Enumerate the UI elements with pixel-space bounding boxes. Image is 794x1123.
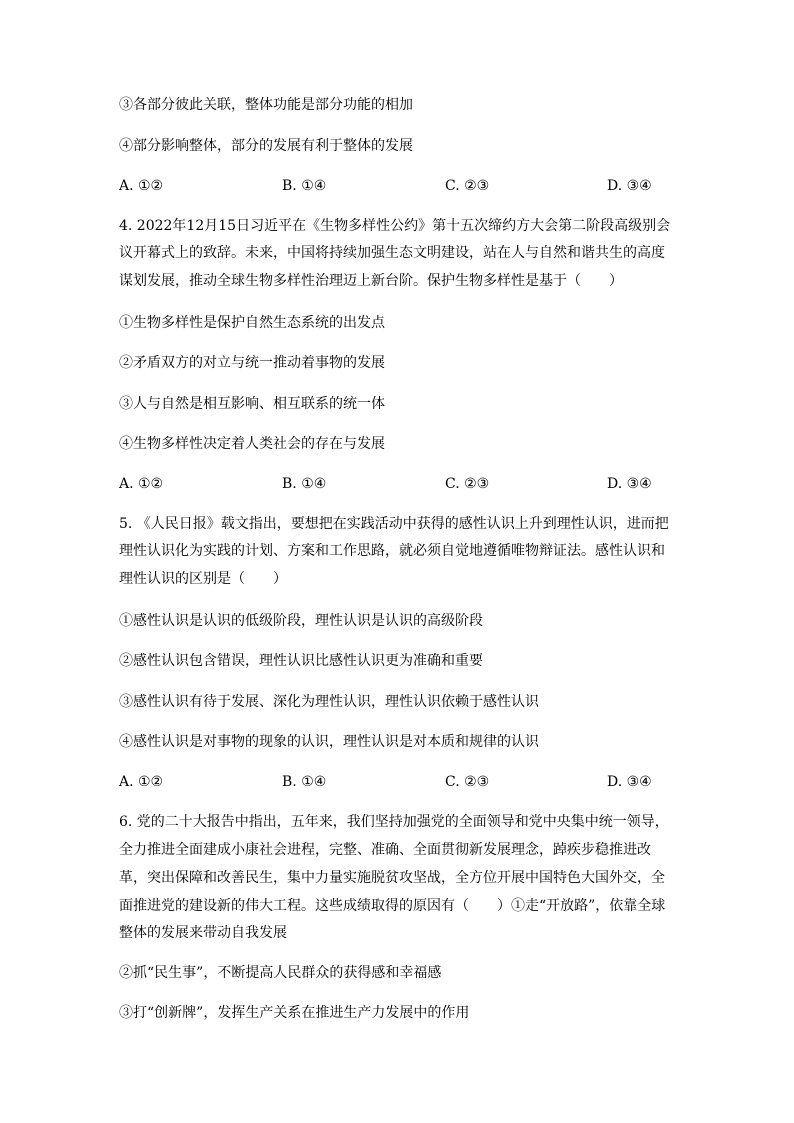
q3-option-d[interactable]: D. ③④ [607, 178, 652, 194]
q6-statement-2: ②抓“民生事”，不断提高人民群众的获得感和幸福感 [119, 965, 442, 981]
q4-option-a[interactable]: A. ①② [119, 476, 164, 492]
q4-stem-line-2: 议开幕式上的致辞。未来，中国将持续加强生态文明建设，站在人与自然和谐共生的高度 [119, 245, 665, 261]
q5-statement-4: ④感性认识是对事物的现象的认识，理性认识是对本质和规律的认识 [119, 734, 539, 750]
q3-option-a[interactable]: A. ①② [119, 178, 164, 194]
q5-stem-line-3: 理性认识的区别是（ ） [119, 571, 287, 587]
q5-option-a[interactable]: A. ①② [119, 774, 164, 790]
q3-statement-3: ③各部分彼此关联，整体功能是部分功能的相加 [119, 97, 413, 113]
q4-statement-1: ①生物多样性是保护自然生态系统的出发点 [119, 315, 385, 331]
q5-option-b[interactable]: B. ①④ [282, 774, 327, 790]
q6-stem-line-2: 全力推进全面建成小康社会进程，完整、准确、全面贯彻新发展理念，踔疾步稳推进改 [119, 842, 651, 858]
q4-option-b[interactable]: B. ①④ [282, 476, 327, 492]
q5-statement-3: ③感性认识有待于发展、深化为理性认识，理性认识依赖于感性认识 [119, 694, 539, 710]
q5-statement-1: ①感性认识是认识的低级阶段，理性认识是认识的高级阶段 [119, 613, 483, 629]
q4-options [119, 474, 679, 494]
q4-option-c[interactable]: C. ②③ [445, 476, 490, 492]
q4-option-d[interactable]: D. ③④ [607, 476, 652, 492]
q6-stem-line-4: 面推进党的建设新的伟大工程。这些成绩取得的原因有（ ）①走“开放路”，依靠全球 [119, 898, 666, 914]
q4-statement-2: ②矛盾双方的对立与统一推动着事物的发展 [119, 355, 385, 371]
q3-options [119, 176, 679, 196]
q5-stem-line-2: 理性认识化为实践的计划、方案和工作思路，就必须自觉地遵循唯物辩证法。感性认识和 [119, 543, 665, 559]
q6-stem-line-3: 革，突出保障和改善民生，集中力量实施脱贫攻坚战，全方位开展中国特色大国外交，全 [119, 870, 665, 886]
q5-options [119, 772, 679, 792]
q6-stem-line-1: 6. 党的二十大报告中指出，五年来，我们坚持加强党的全面领导和党中央集中统一领导， [119, 814, 669, 830]
q3-option-c[interactable]: C. ②③ [445, 178, 490, 194]
q3-statement-4: ④部分影响整体，部分的发展有利于整体的发展 [119, 138, 413, 154]
q5-stem-line-1: 5. 《人民日报》载文指出，要想把在实践活动中获得的感性认识上升到理性认识，进而把 [119, 516, 669, 532]
q6-stem-line-5: 整体的发展来带动自我发展 [119, 925, 287, 941]
q3-option-b[interactable]: B. ①④ [282, 178, 327, 194]
q4-statement-3: ③人与自然是相互影响、相互联系的统一体 [119, 396, 385, 412]
q5-statement-2: ②感性认识包含错误，理性认识比感性认识更为准确和重要 [119, 653, 483, 669]
q6-statement-3: ③打“创新牌”，发挥生产关系在推进生产力发展中的作用 [119, 1005, 470, 1021]
q4-stem-line-1: 4. 2022年12月15日习近平在《生物多样性公约》第十五次缔约方大会第二阶段高级别会 [119, 218, 671, 234]
q5-option-c[interactable]: C. ②③ [445, 774, 490, 790]
q4-statement-4: ④生物多样性决定着人类社会的存在与发展 [119, 436, 385, 452]
q4-stem-line-3: 谋划发展，推动全球生物多样性治理迈上新台阶。保护生物多样性是基于（ ） [119, 273, 623, 289]
q5-option-d[interactable]: D. ③④ [607, 774, 652, 790]
